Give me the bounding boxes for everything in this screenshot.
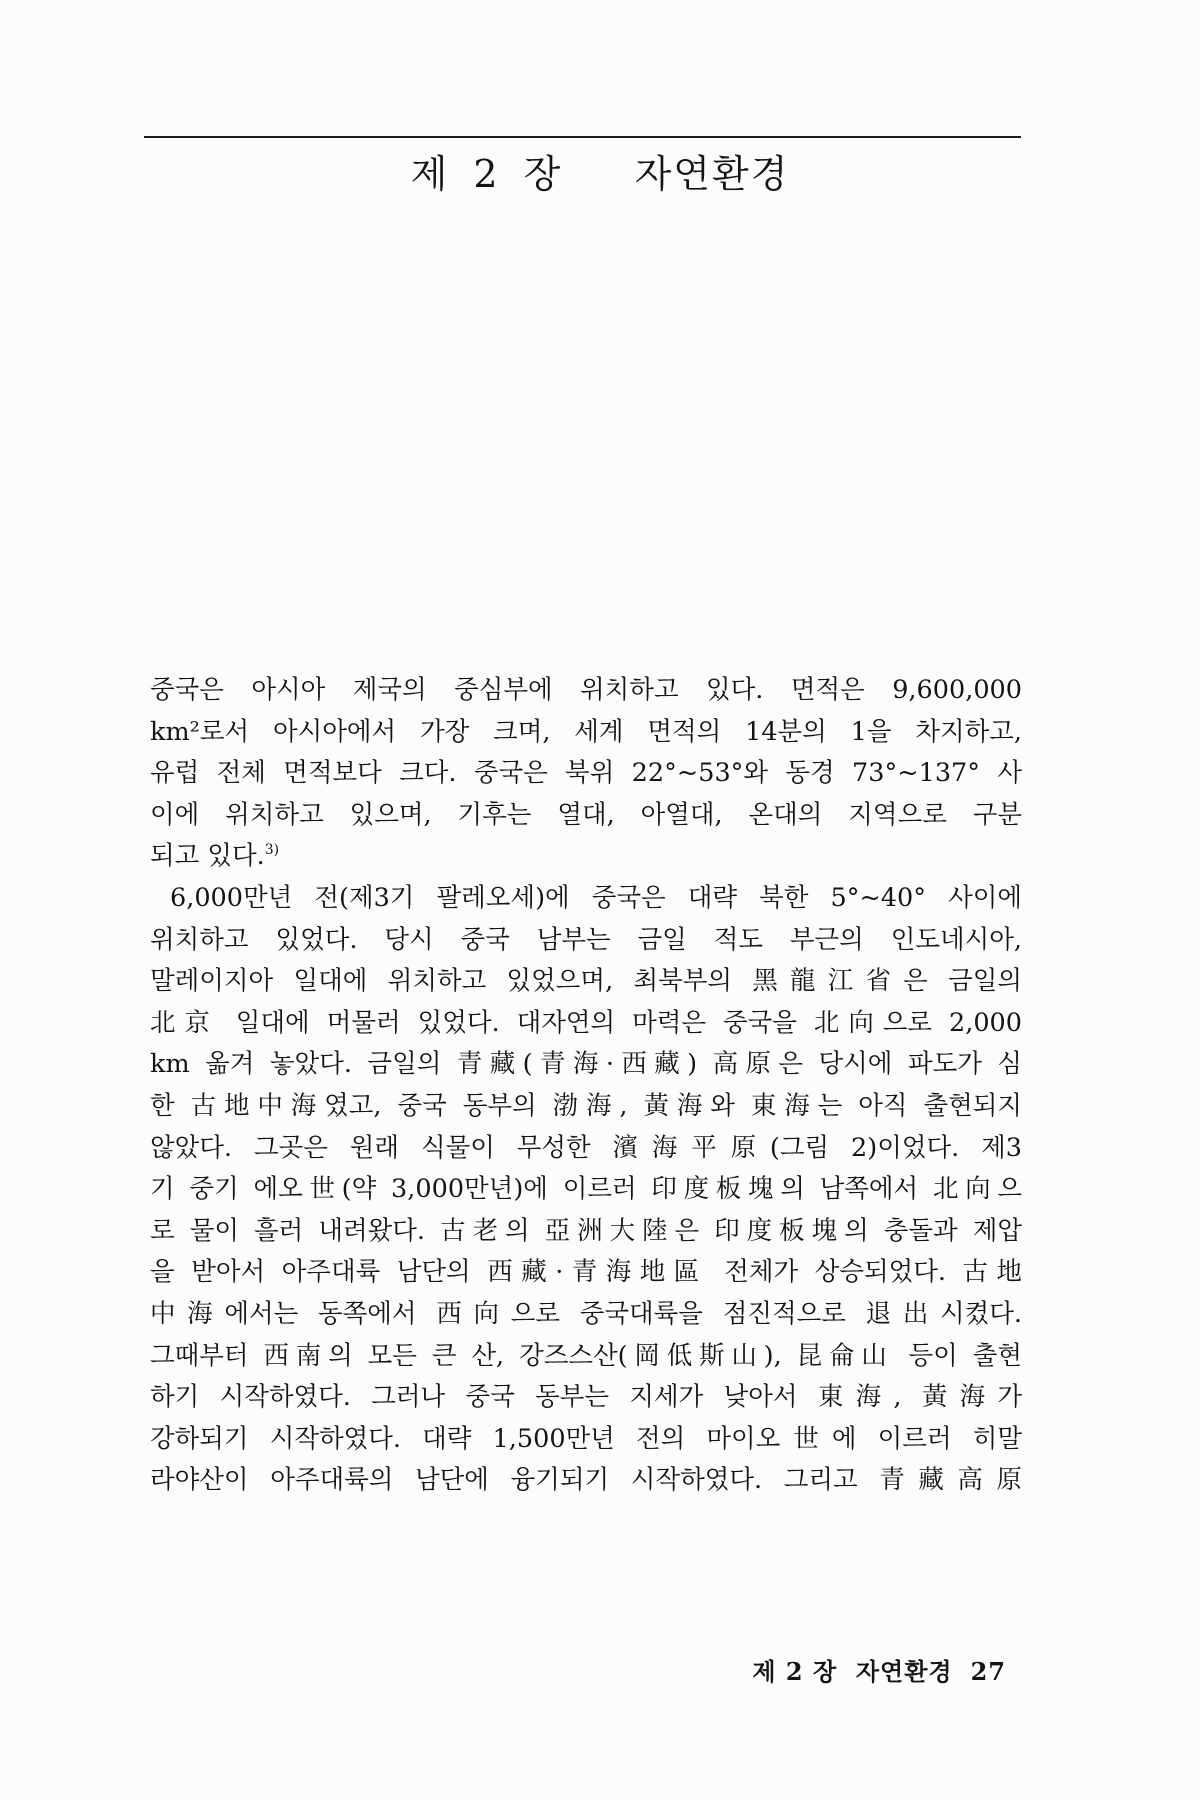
paragraph-end-text: 되고 있다.	[150, 841, 265, 872]
text-line: 한 古地中海였고, 중국 동부의 渤海, 黃海와 東海는 아직 출현되지	[150, 1090, 1022, 1121]
page-footer	[752, 1652, 1006, 1687]
text-line: 北京 일대에 머물러 있었다. 대자연의 마력은 중국을 北向으로 2,000	[150, 1007, 1022, 1038]
text-line: 유럽 전체 면적보다 크다. 중국은 북위 22°~53°와 동경 73°~137° 사	[150, 758, 1022, 789]
text-line: 6,000만년 전(제3기 팔레오세)에 중국은 대략 북한 5°~40° 사이에	[170, 882, 1022, 913]
text-line: 로 물이 흘러 내려왔다. 古老의 亞洲大陸은 印度板塊의 충돌과 제압	[150, 1215, 1022, 1246]
text-line: 을 받아서 아주대륙 남단의 西藏·青海地區 전체가 상승되었다. 古地	[150, 1257, 1022, 1288]
text-line: 위치하고 있었다. 당시 중국 남부는 금일 적도 부근의 인도네시아,	[150, 924, 1022, 955]
text-line: 말레이지아 일대에 위치하고 있었으며, 최북부의 黑龍江省은 금일의	[150, 966, 1022, 997]
text-line: 이에 위치하고 있으며, 기후는 열대, 아열대, 온대의 지역으로 구분	[150, 799, 1022, 830]
text-line: 中海에서는 동쪽에서 西向으로 중국대륙을 점진적으로 退出시켰다.	[150, 1298, 1022, 1329]
text-line: km 옮겨 놓았다. 금일의 青藏(青海·西藏) 高原은 당시에 파도가 심	[150, 1049, 1022, 1080]
running-title: 제 2 장 자연환경	[752, 1657, 953, 1686]
footnote-marker: 3)	[264, 842, 280, 859]
text-line: 기 중기 에오世(약 3,000만년)에 이르러 印度板塊의 남쪽에서 北向으	[150, 1174, 1022, 1205]
text-line: 하기 시작하였다. 그러나 중국 동부는 지세가 낮아서 東海, 黃海가	[150, 1382, 1022, 1413]
page-number: 27	[970, 1657, 1006, 1686]
text-line: km²로서 아시아에서 가장 크며, 세계 면적의 14분의 1을 차지하고,	[150, 716, 1022, 747]
text-line: 라야산이 아주대륙의 남단에 융기되기 시작하였다. 그리고 青藏高原	[150, 1465, 1022, 1496]
text-line	[150, 836, 1022, 878]
header-rule	[144, 136, 1021, 138]
text-line: 그때부터 西南의 모든 큰 산, 강즈스산(岡低斯山), 昆侖山 등이 출현	[150, 1340, 1022, 1371]
text-line: 강하되기 시작하였다. 대략 1,500만년 전의 마이오世에 이르러 히말	[150, 1423, 1022, 1454]
chapter-title: 제 2 장 자연환경	[410, 152, 790, 196]
text-line: 중국은 아시아 제국의 중심부에 위치하고 있다. 면적은 9,600,000	[150, 675, 1022, 705]
text-line: 않았다. 그곳은 원래 식물이 무성한 濱海平原(그림 2)이었다. 제3	[150, 1132, 1022, 1163]
body-text	[150, 670, 1022, 1502]
